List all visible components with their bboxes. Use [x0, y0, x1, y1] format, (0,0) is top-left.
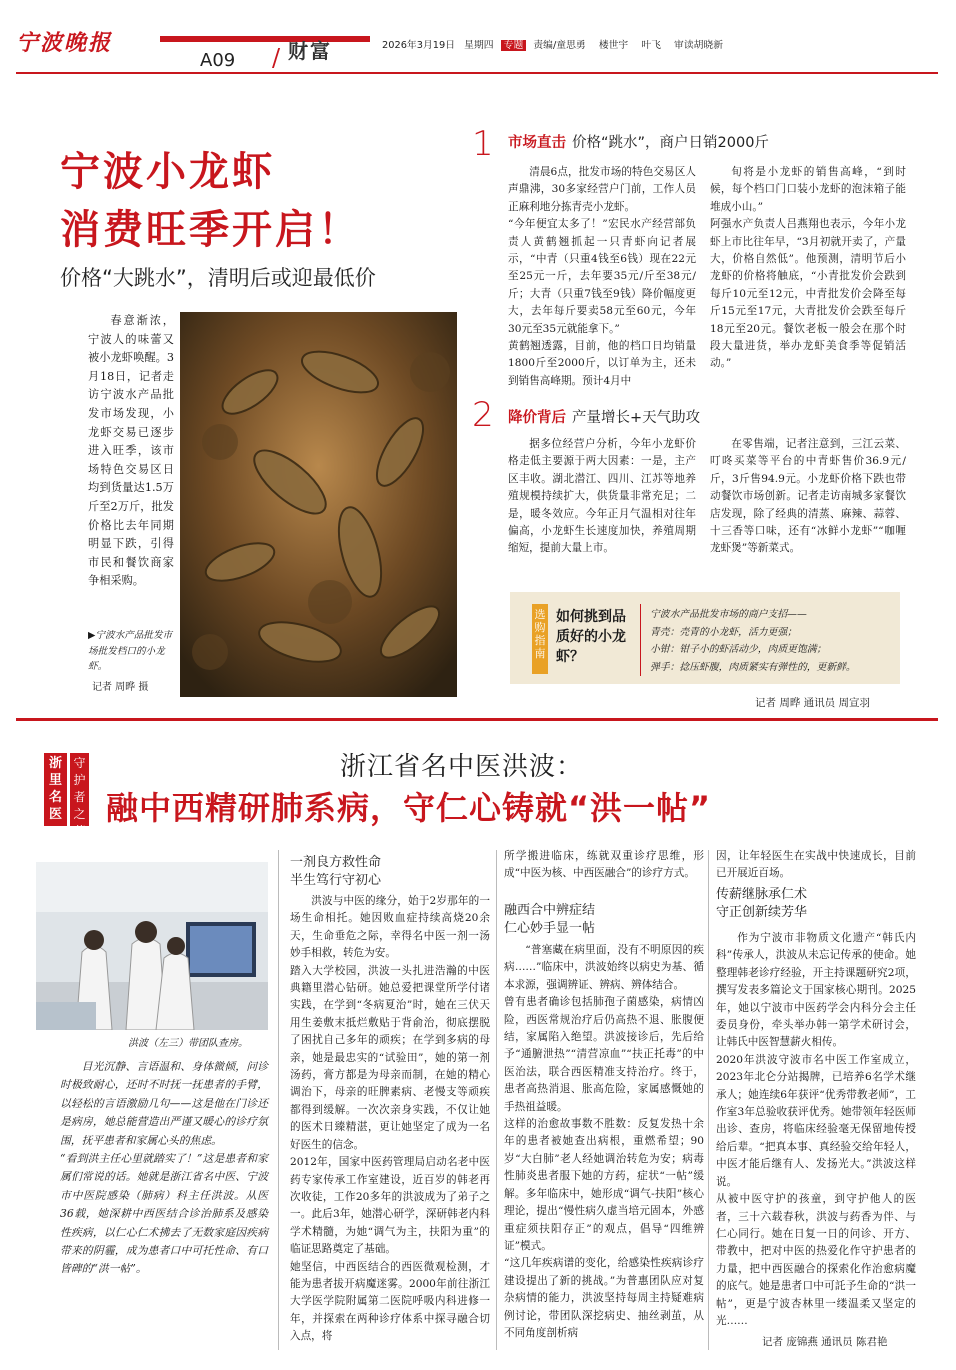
masthead-logo: 宁波晚报 [16, 30, 113, 56]
story-2-headline-2: 融中西精研肺系病，守仁心铸就“洪一帖” [106, 789, 712, 827]
story-separator [16, 718, 938, 721]
photo-caption: ▶宁波水产品批发市场批发档口的小龙虾。 [88, 630, 173, 673]
column-badge-2: 守护者之薪 [70, 753, 89, 826]
buying-guide-divider [640, 604, 641, 676]
page-number: A09 [200, 50, 236, 71]
weekday: 星期四 [464, 40, 494, 51]
buying-guide-title: 如何挑到品质好的小龙虾？ [556, 609, 626, 665]
column-3-lead: 因，让年轻医生在实战中快速成长，目前已开展近百场。 [716, 850, 916, 880]
topic-tag: 专题 [501, 40, 527, 51]
crayfish-photo [180, 312, 457, 697]
section-2-col-1: 据多位经营户分析，今年小龙虾价格走低主要源于两大因素：一是，主产区丰收。湖北潜江、四川、江苏等地养殖规模持续扩大，供货量非常充足；二是，暖冬效应。今年正月气温相对往年偏高，小龙虾生长速度加快，养殖周期缩短，提前大量上市。 [508, 438, 696, 555]
lead-paragraph: 春意渐浓，宁波人的味蕾又被小龙虾唤醒。3月18日，记者走访宁波水产品批发市场发现，小龙虾交易已逐步进入旺季，该市场特色交易区日均到货量达1.5万斤至2万斤，批发价格比去年同期明显下跌，引得市民和餐饮商家争相采购。 [88, 314, 174, 588]
buying-guide-text: 宁波水产品批发市场的商户支招—— 青壳：壳青的小龙虾，活力更强； 小钳：钳子小的虾活动少，肉质更饱满； 弹手：捻压虾腹，肉质紧实有弹性的，更新鲜。 [650, 609, 856, 673]
column-rule-3 [708, 850, 709, 1350]
section-1-subtitle: 价格“跳水”，商户日销2000斤 [572, 135, 769, 151]
column-rule-1 [278, 850, 279, 1350]
story-2-byline: 记者 庞锦燕 通讯员 陈君艳 [762, 1336, 888, 1348]
buying-guide-label: 选购指南 [532, 604, 548, 674]
date: 2026年3月19日 [382, 40, 456, 51]
photo-2-caption: 洪波（左三）带团队查房。 [128, 1038, 248, 1049]
proofer: 审读胡晓新 [674, 40, 724, 51]
section-2-subtitle: 产量增长+天气助攻 [572, 410, 701, 426]
proof: 叶飞 [641, 40, 661, 51]
section-1-label: 市场直击 [508, 135, 566, 151]
section-number-1: 1 [472, 124, 494, 164]
section-2-label: 降价背后 [508, 410, 566, 426]
masthead-rule [160, 36, 370, 42]
headline-subtitle: 价格“大跳水”，清明后或迎最低价 [60, 266, 376, 290]
column-3-text: 作为宁波市非物质文化遗产“韩氏内科”传承人，洪波从未忘记传承的使命。她整理韩老诊疗经验，开主持课题研究2项，撰写发表多篇论文于国家核心期刊。2025年，她以宁波市中医药学会内科分会主任委员身份，牵头举办韩一第学术研讨会，让韩氏中医智慧薪火相传。 2020年洪波守波市名中医工作室成立，2023年北仑分站揭牌，已培养6名学术继承人；她连续6年获评“优秀带教老师”，工作室3年总验收获评优秀。她带领年轻医师出诊、查房，将临床经验毫无保留地传授给后辈。“把真本事、真经验交给年轻人，中医才能后继有人、发扬光大。”洪波这样说。 从被中医守护的孩童，到守护他人的医者，三十六载春秋，洪波与药香为伴、与仁心同行。她在日复一日的问诊、开方、带教中，把对中医的热爱化作守护患者的力量，把中西医融合的探索化作治愈病魔的底气。她是患者口中可託予生命的“洪一帖”，更是宁波杏林里一缕温柔又坚定的光…… [716, 932, 916, 1327]
column-2-text: “普塞藏在病里面，没有不明原因的疾病……”临床中，洪波始终以病史为基、循本求源，强调辨证、辨病、辨体结合。 曾有患者确诊包括肺孢子菌感染，病情凶险，西医常规治疗后仍高热不退、胀腹便结，家属陷入绝望。洪波接诊后，先后给予“通腑泄热”“清营凉血”“扶正托毒”的中医治法，联合西医精准支持治疗。终于，患者高热消退、胀高危险，家属感慨她的手热祖益暖。 这样的治愈故事数不胜数：反复发热十余年的患者被她查出病根，重燃希望；90岁“大白肺”老人经她调治转危为安；病毒性肺炎患者服下她的方药，症状“一帖”缓解。多年临床中，她形成“调气-扶阳”核心理论，提出“慢性病久虚当培元固本，外感重症须扶阳存正”的观点，倡导“四维辨证”模式。 “这几年疾病谱的变化，给感染性疾病诊疗建设提出了新的挑战。”为普惠团队应对复杂病情的能力，洪波坚持每周主持疑难病例讨论，带团队深挖病史、抽丝剥茧，从不同角度剖析病 [504, 944, 704, 1339]
section-title: 财富 [288, 39, 332, 63]
column-3-heading: 传薪继脉承仁术 守正创新续芳华 [716, 887, 808, 920]
section-1-col-1: 清晨6点，批发市场的特色交易区人声鼎沸，30多家经营户门前，工作人员正麻利地分拣青壳小龙虾。 “今年便宜太多了！”宏民水产经营部负责人黄鹤翘抓起一只青虾向记者展示，“中青（只重4钱至6钱）现在22元至25元一斤，去年要35元/斤至38元/斤；大青（只重7钱至9钱）降价幅度更大，去年每斤要卖58元至60元，今年30元至35元就能拿下。” 黄鹤翘透露，目前，他的档口日均销量1800斤至2000斤，以订单为主，还未到销售高峰期。预计4月中 [508, 166, 696, 387]
header-rule [16, 72, 938, 74]
column-badge: 浙里名医 [44, 753, 67, 826]
dateline [382, 37, 723, 51]
editor: 责编/童思勇 [533, 40, 586, 51]
column-rule-2 [496, 850, 497, 1350]
headline-line-2: 消费旺季开启！ [60, 207, 361, 253]
section-2-heading [508, 406, 700, 427]
column-2-heading: 融西合中辨症结 仁心妙手显一帖 [504, 903, 596, 936]
header-divider: / [272, 44, 281, 72]
column-2-lead: 所学搬进临床，练就双重诊疗思维，形成“中医为核、中西医融合”的诊疗方式。 [504, 850, 704, 880]
ward-round-photo [36, 862, 268, 1030]
story-2-intro: 目光沉静、言语温和、身体微倾，问诊时极致耐心，还时不时抚一抚患者的手臂，以轻松的言语激励几句——这是他在门诊还是病房，她总能营造出严谨又暖心的诊疗氛围，抚平患者和家属心头的焦虑。 “看到洪主任心里就踏实了！”这是患者和家属们常说的话。她就是浙江省名中医、宁波市中医院感染（肺病）科主任洪波。从医36载，她深耕中西医结合诊治肺系及感染性疾病，以仁心仁术拂去了无数家庭因疾病带来的阴霾，成为患者口中可托性命、有口皆碑的“洪一帖”。 [60, 1060, 268, 1276]
section-2-col-2: 在零售端，记者注意到，三江云菜、叮咚买菜等平台的中青虾售价36.9元/斤，3斤售94.9元。小龙虾价格下跌也带动餐饮市场创新。记者走访南城多家餐饮店发现，除了经典的清蒸、麻辣、蒜蓉、十三香等口味，还有“冰鲜小龙虾”“咖喱龙虾煲”等新菜式。 [710, 438, 906, 555]
story-1-byline: 记者 周晔 通讯员 周宣羽 [755, 697, 871, 709]
column-1-heading: 一剂良方救性命 半生笃行守初心 [290, 855, 382, 888]
column-1-text: 洪波与中医的缘分，始于2岁那年的一场生命相托。她因败血症持续高烧20余天，生命垂危之际，幸得名中医一剂一汤妙手相救，转危为安。 踏入大学校园，洪波一头扎进浩瀚的中医典籍里潜心钻研。她总爱把课堂所学付诸实践，在学到“冬病夏治”时，她在三伏天用生姜敷末抵烂敷贴于背俞治，彻底摆脱了困扰自己多年的顽疾；在学到多病的母亲，她是最忠实的“试验田”，她的第一剂汤药，膏方都是为母亲而制，在她的精心调治下，母亲的旺脾素病、老慢支等顽疾都得到缓解。一次次亲身实践，不仅让她的医术日臻精湛，更让她坚定了成为一名好医生的信念。 2012年，国家中医药管理局启动名老中医药专家传承工作室建设，近百岁的韩老再次收徒，工作20多年的洪波成为了弟子之一。此后3年，她潜心研学，深研韩老内科学术精髓，为她“调气为主，扶阳为重”的临证思路奠定了基础。 她坚信，中西医结合的西医微观检测，才能为患者拔开病魔迷雾。2000年前往浙江大学医学院附属第二医院呼吸内科进修一年，并探索在两种诊疗体系中探寻融合切入点，将 [290, 895, 490, 1343]
photo-credit: 记者 周晔 摄 [92, 682, 149, 693]
section-number-2: 2 [472, 395, 494, 435]
headline-line-1: 宁波小龙虾 [60, 149, 275, 195]
story-2-headline-1: 浙江省名中医洪波： [340, 752, 584, 782]
section-1-col-2: 旬将是小龙虾的销售高峰，“到时候，每个档口门口装小龙虾的泡沫箱子能堆成小山。” 阿强水产负责人吕燕翔也表示，今年小龙虾上市比往年早，“3月初就开卖了，产量大，价格自然低”。他预测，清明节后小龙虾的价格将触底，“小青批发价会跌到每斤10元至12元，中青批发价会降至每斤15元至17元，大青批发价会跌至每斤18元至20元。餐饮老板一般会在那个时段大量进货，举办龙虾美食季等促销活动。” [710, 166, 906, 370]
designer: 楼世宇 [598, 40, 629, 51]
section-1-heading [508, 131, 769, 152]
